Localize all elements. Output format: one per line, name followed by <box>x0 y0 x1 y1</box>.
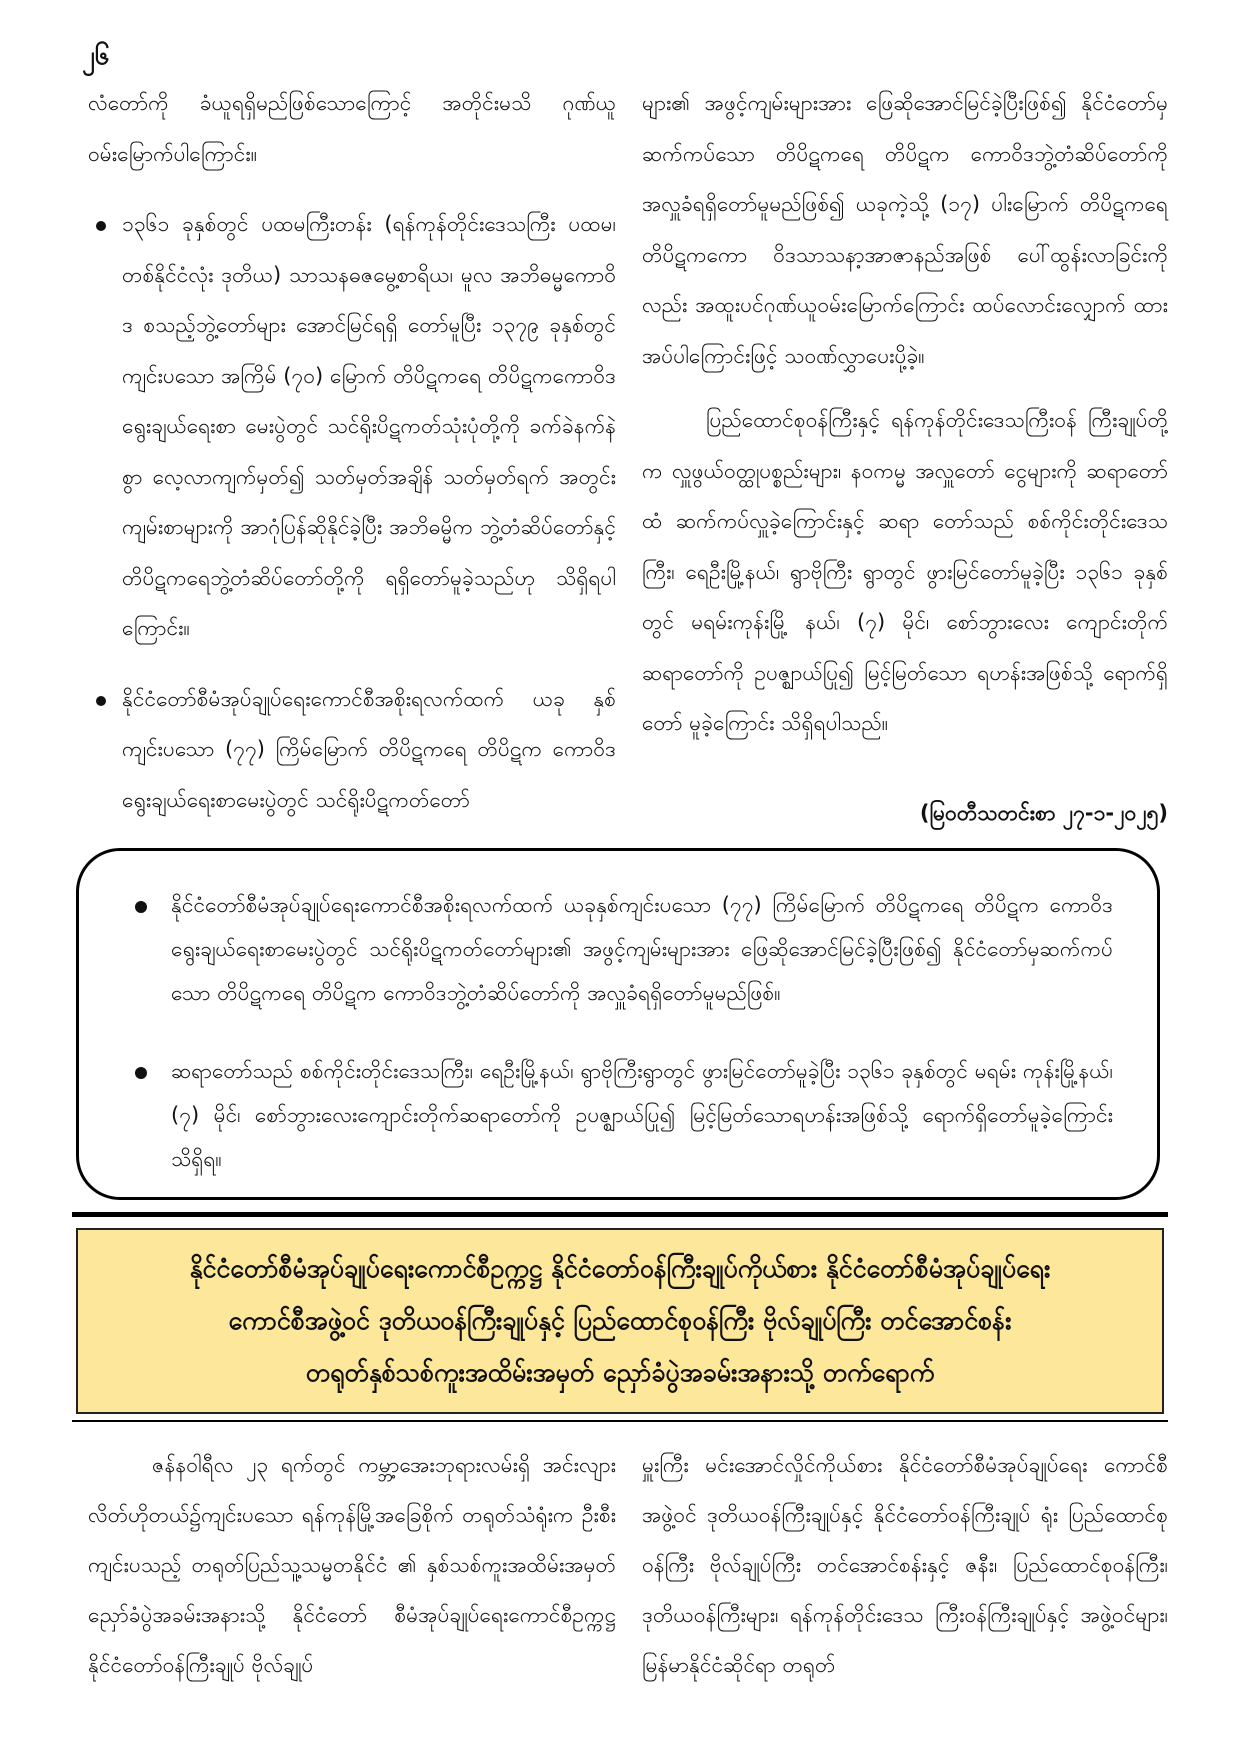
bullet-icon <box>135 901 147 913</box>
list-item <box>88 674 616 826</box>
left-column <box>88 78 616 825</box>
summary-item <box>123 1049 1113 1181</box>
paragraph: ပြည်ထောင်စုဝန်ကြီးနှင့် ရန်ကုန်တိုင်းဒေသကြီးဝန် ကြီးချုပ်တို့က လှူဖွယ်ဝတ္ထုပစ္စည်းများ၊ နဝကမ္မ အလှူတော် ငွေများကို ဆရာတော်ထံ ဆက်ကပ်လှူခဲ့ကြောင်းနှင့် ဆရာ တော်သည် စစ်ကိုင်းတိုင်းဒေသကြီး၊ ရေဦးမြို့နယ်၊ ရွာဗိုကြီး ရွာတွင် ဖွားမြင်တော်မူခဲ့ပြီး ၁၃၆၁ ခုနှစ်တွင် မရမ်းကုန်းမြို့ နယ်၊ (၇) မိုင်၊ စော်ဘွားလေး ကျောင်းတိုက်ဆရာတော်ကို ဥပဇ္ဈာယ်ပြု၍ မြင့်မြတ်သော ရဟန်းအဖြစ်သို့ ရောက်ရှိတော် မူခဲ့ကြောင်း သိရှိရပါသည်။ <box>642 408 1168 735</box>
summary-item-text: နိုင်ငံတော်စီမံအုပ်ချုပ်ရေးကောင်စီအစိုးရလက်ထက် ယခုနှစ်ကျင်းပသော (၇၇) ကြိမ်မြောက် တိပိဋကရေ တိပိဋက ကောဝိဒ ရွေးချယ်ရေးစာမေးပွဲတွင် သင်ရိုးပိဋကတ်တော်များ၏ အဖွင့်ကျမ်းများအား ဖြေဆိုအောင်မြင်ခဲ့ပြီးဖြစ်၍ နိုင်ငံတော်မှဆက်ကပ်သော တိပိဋကရေ တိပိဋက ကောဝိဒဘွဲ့တံဆိပ်တော်ကို အလှူခံရရှိတော်မူမည်ဖြစ်။ <box>171 893 1113 1005</box>
headline-banner <box>76 1228 1164 1414</box>
headline-line: နိုင်ငံတော်စီမံအုပ်ချုပ်ရေးကောင်စီဥက္ကဋ္ဌ နိုင်ငံတော်ဝန်ကြီးချုပ်ကိုယ်စား နိုင်ငံတော်စီမံအုပ်ချုပ်ရေး <box>189 1254 1051 1283</box>
paragraph: ဇန်နဝါရီလ ၂၃ ရက်တွင် ကမ္ဘာ့အေးဘုရားလမ်းရှိ အင်းလျားလိတ်ဟိုတယ်၌ကျင်းပသော ရန်ကုန်မြို့အခြေစိုက် တရုတ်သံရုံးက ဦးစီးကျင်းပသည့် တရုတ်ပြည်သူ့သမ္မတနိုင်ငံ ၏ နှစ်သစ်ကူးအထိမ်းအမှတ်ညှော်ခံပွဲအခမ်းအနားသို့ နိုင်ငံတော် စီမံအုပ်ချုပ်ရေးကောင်စီဥက္ကဋ္ဌ နိုင်ငံတော်ဝန်ကြီးချုပ် ဗိုလ်ချုပ် <box>88 1453 616 1677</box>
headline-line: ကောင်စီအဖွဲ့ဝင် ဒုတိယဝန်ကြီးချုပ်နှင့် ပြည်ထောင်စုဝန်ကြီး ဗိုလ်ချုပ်ကြီး တင်အောင်စန်း <box>228 1306 1012 1335</box>
bullet-icon <box>96 221 106 231</box>
bullet-icon <box>135 1067 147 1079</box>
summary-item <box>123 883 1113 1015</box>
list-item-text: ၁၃၆၁ ခုနှစ်တွင် ပထမကြီးတန်း (ရန်ကုန်တိုင်းဒေသကြီး ပထမ၊ တစ်နိုင်ငံလုံး ဒုတိယ) သာသနဓဇမွေ့စာရိယ၊ မူလ အဘိဓမ္မကောဝိဒ စသည့်ဘွဲ့တော်များ အောင်မြင်ရရှိ တော်မူပြီး ၁၃၇၉ ခုနှစ်တွင် ကျင်းပသော အကြိမ် (၇၀) မြောက် တိပိဋကရေ တိပိဋကကောဝိဒ ရွေးချယ်ရေးစာ မေးပွဲတွင် သင်ရိုးပိဋကတ်သုံးပုံတို့ကို ခက်ခဲနက်နဲစွာ လေ့လာကျက်မှတ်၍ သတ်မှတ်အချိန် သတ်မှတ်ရက် အတွင်း ကျမ်းစာများကို အာဂုံပြန်ဆိုနိုင်ခဲ့ပြီး အဘိဓမ္မိက ဘွဲ့တံဆိပ်တော်နှင့် တိပိဋကရေဘွဲ့တံဆိပ်တော်တို့ကို ရရှိတော်မူခဲ့သည်ဟု သိရှိရပါကြောင်း။ <box>122 212 616 640</box>
paragraph: များ၏ အဖွင့်ကျမ်းများအား ဖြေဆိုအောင်မြင်ခဲ့ပြီးဖြစ်၍ နိုင်ငံတော်မှ ဆက်ကပ်သော တိပိဋကရေ တိပိဋက ကောဝိဒဘွဲ့တံဆိပ်တော်ကို အလှူခံရရှိတော်မူမည်ဖြစ်၍ ယခုကဲ့သို့ (၁၇) ပါးမြောက် တိပိဋကရေ တိပိဋကကော ဝိဒသာသနာ့အာဇာနည်အဖြစ် ပေါ်ထွန်းလာခြင်းကိုလည်း အထူးပင်ဂုဏ်ယူဝမ်းမြောက်ကြောင်း ထပ်လောင်းလျှောက် ထားအပ်ပါကြောင်းဖြင့် သဝဏ်လွှာပေးပို့ခဲ့။ <box>642 91 1168 368</box>
source-citation: (မြဝတီသတင်းစာ ၂၇-၁-၂၀၂၅) <box>919 801 1168 825</box>
bullet-icon <box>96 696 106 706</box>
article-left-column <box>88 1440 616 1690</box>
summary-box <box>76 848 1160 1200</box>
list-item-text: နိုင်ငံတော်စီမံအုပ်ချုပ်ရေးကောင်စီအစိုးရလက်ထက် ယခု နှစ်ကျင်းပသော (၇၇) ကြိမ်မြောက် တိပိဋကရေ တိပိဋက ကောဝိဒ ရွေးချယ်ရေးစာမေးပွဲတွင် သင်ရိုးပိဋကတ်တော် <box>122 686 616 812</box>
divider <box>72 1420 1168 1422</box>
article-right-column <box>642 1440 1168 1690</box>
continued-paragraph: လံတော်ကို ခံယူရရှိမည်ဖြစ်သောကြောင့် အတိုင်းမသိ ဂုဏ်ယူဝမ်းမြောက်ပါကြောင်း။ <box>88 91 616 166</box>
right-column <box>642 78 1168 749</box>
paragraph: မှူးကြီး မင်းအောင်လှိုင်ကိုယ်စား နိုင်ငံတော်စီမံအုပ်ချုပ်ရေး ကောင်စီအဖွဲ့ဝင် ဒုတိယဝန်ကြီးချုပ်နှင့် နိုင်ငံတော်ဝန်ကြီးချုပ် ရုံး ပြည်ထောင်စုဝန်ကြီး ဗိုလ်ချုပ်ကြီး တင်အောင်စန်းနှင့် ဇနီး၊ ပြည်ထောင်စုဝန်ကြီး၊ ဒုတိယဝန်ကြီးများ၊ ရန်ကုန်တိုင်းဒေသ ကြီးဝန်ကြီးချုပ်နှင့် အဖွဲ့ဝင်များ၊ မြန်မာနိုင်ငံဆိုင်ရာ တရုတ် <box>642 1453 1168 1677</box>
list-item <box>88 199 616 654</box>
headline-line: တရုတ်နှစ်သစ်ကူးအထိမ်းအမှတ် ညှော်ခံပွဲအခမ်းအနားသို့ တက်ရောက် <box>305 1358 935 1387</box>
summary-item-text: ဆရာတော်သည် စစ်ကိုင်းတိုင်းဒေသကြီး၊ ရေဦးမြို့နယ်၊ ရွာဗိုကြီးရွာတွင် ဖွားမြင်တော်မူခဲ့ပြီး ၁၃၆၁ ခုနှစ်တွင် မရမ်း ကုန်းမြို့နယ်၊ (၇) မိုင်၊ စော်ဘွားလေးကျောင်းတိုက်ဆရာတော်ကို ဥပဇ္ဈာယ်ပြု၍ မြင့်မြတ်သောရဟန်းအဖြစ်သို့ ရောက်ရှိတော်မူခဲ့ကြောင်း သိရှိရ။ <box>171 1059 1113 1171</box>
page-number: ၂၆ <box>82 41 110 71</box>
section-divider <box>72 1212 1168 1217</box>
